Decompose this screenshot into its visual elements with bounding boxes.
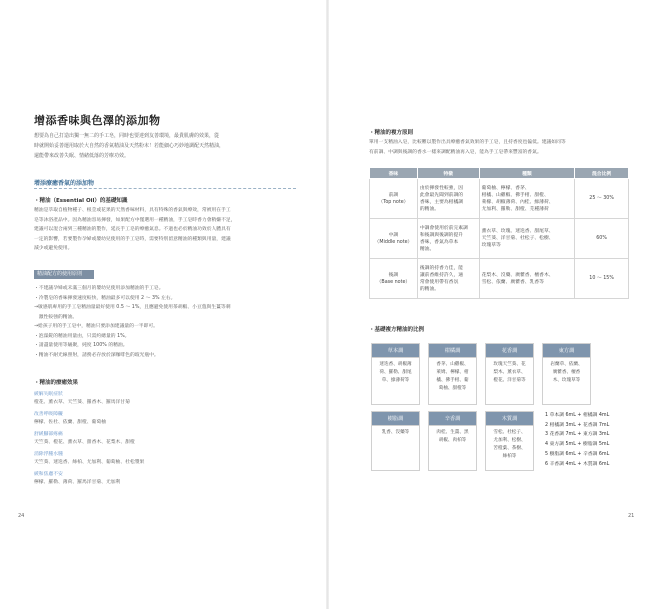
rules-tag: 精油配方的使用原則: [34, 270, 94, 279]
note-ratio-cell: 10 ～ 15%: [575, 259, 629, 299]
page-number-right: 21: [628, 513, 635, 519]
family-card-body: [429, 358, 476, 396]
family-card-body: [429, 426, 476, 448]
rule-item: ・精油不耐光線照射，請務必存放於深咖啡色的玻光瓶中。: [34, 352, 159, 358]
family-card-citrus: [428, 343, 477, 405]
feature-line: 的精油。: [419, 286, 440, 292]
effect-text: 天竺葵、迷迭香、絲柏、尤加利、葡萄柚、杜松漿果: [34, 460, 145, 465]
family-card-oriental: [542, 343, 591, 405]
effect-text: 橙花、薰衣草、天竺葵、羅香木、羅馬洋甘菊: [34, 400, 130, 405]
family-item-line: 橙花、洋甘菊等: [493, 378, 526, 383]
family-item-line: 迷迭香、胡椒薄: [379, 362, 412, 367]
paragraph-line: 單用一支精油入皂，比較難以製作出具療癒香氣效果的手工皂，且持香度也偏低。建議如同等: [369, 140, 566, 145]
family-card-body: [543, 358, 590, 388]
family-item-line: 廣藿香、檀香: [552, 370, 581, 375]
note-name: 前調: [388, 192, 399, 198]
types-line: 花梨木、沒藥、廣藿香、檀香木、: [481, 272, 554, 278]
feature-line: 常會使用帶有香氛: [419, 279, 459, 285]
table-row: [370, 179, 629, 219]
rules-list: [34, 284, 231, 360]
recipe-item: 6 辛香調 4mL + 木質調 6mL: [545, 461, 610, 467]
family-card-title: 辛香調: [429, 412, 476, 426]
types-line: 萊檬、胡椒薄荷、內桂、綠薄荷、: [481, 199, 554, 205]
effect-text: 天竺葵、橙花、薰衣草、甜香木、花梨木、甜橙: [34, 440, 135, 445]
family-item-line: 岩蘭草、依蘭、: [550, 362, 583, 367]
ratio-heading: ・基礎複方精油的比例: [369, 327, 425, 333]
family-card-title: 木質調: [486, 412, 533, 426]
note-name-cell: [370, 179, 418, 219]
intro-line: 想要為自己打造出獨一無二的手工皂，同時也要達到友善環境，最貴肌膚的效果，從: [34, 133, 220, 139]
essential-oil-heading: ・精油（Essential Oil）的基礎知識: [34, 198, 128, 204]
book-gutter: [326, 0, 329, 609]
paragraph-line: 皂等沐浴產品中。因為精油容易揮發，如果配方中僅選用一種精油，手工皂時香力會稍嫌不足，: [34, 217, 236, 223]
family-card-spicy: [428, 411, 477, 471]
note-feature-cell: [417, 259, 479, 299]
family-item-line: 香茅、山雞椒、: [436, 362, 469, 367]
effect-label: 緩解失眠症狀: [34, 392, 63, 397]
feature-line: 香味，主要為柑橘調: [419, 199, 464, 205]
note-name-cell: [370, 259, 418, 299]
page-number-left: 24: [18, 513, 25, 519]
family-card-title: 草本調: [372, 344, 419, 358]
feature-line: 香味，香氣為草本: [419, 239, 459, 245]
recipe-list: [545, 411, 609, 469]
section-divider: [34, 188, 296, 189]
recipe-item: 2 柑橘調 3mL + 花香調 7mL: [545, 422, 610, 428]
feature-line: 的精油。: [419, 206, 440, 212]
table-header: 混合比例: [575, 168, 629, 179]
family-card-body: [486, 358, 533, 388]
effect-label: 舒緩腳部疼痛: [34, 432, 63, 437]
recipe-item: 3 花香調 7mL + 東方調 3mL: [545, 432, 610, 438]
family-card-herbal: [371, 343, 420, 405]
note-types-cell: [479, 219, 575, 259]
note-name-en: （Base note）: [376, 279, 411, 285]
family-item-line: 草、綠薄荷等: [381, 378, 410, 383]
effect-label: 改善呼吸障礙: [34, 412, 63, 417]
note-name: 中調: [388, 232, 399, 238]
types-line: 柑橘、山雞椒、佛手柑、甜橙、: [481, 192, 549, 198]
family-item-line: 乳香、沒藥等: [381, 430, 410, 435]
effect-label: 消除浮腫水腫: [34, 452, 63, 457]
table-header: 特徵: [417, 168, 479, 179]
family-card-title: 柑橘調: [429, 344, 476, 358]
effect-text: 檸檬、羅勒、薄荷、羅馬洋甘菊、尤加利: [34, 480, 121, 485]
family-card-body: [372, 426, 419, 440]
rule-item: ・泡澡錠的精油用量由，只需約總量的 1%。: [34, 333, 130, 339]
family-item-line: 尤加利、松樹、: [493, 438, 526, 443]
note-types-cell: [479, 259, 575, 299]
note-ratio-cell: 25 ～ 30%: [575, 179, 629, 219]
paragraph-line: 建議可以混合兩到三種精油的製作，延長手工皂的療癒氣息。不過也必於精油功效於人體具有: [34, 227, 231, 232]
feature-line: 讓前香維持許久，通: [419, 272, 464, 278]
page-title: 增添香味與色澤的添加物: [34, 114, 161, 127]
rule-item: →敏感肌專用的手工皂精油量最好使用 0.5 ～ 1%，且應避免使用茶胡椒、小豆蔻與生薑等刺: [34, 305, 231, 310]
note-name-en: （Top note）: [378, 199, 409, 205]
feature-line: 和後調與後調的提升: [419, 232, 464, 238]
family-card-title: 東方調: [543, 344, 590, 358]
effect-text: 檸檬、佐杜、依蘭、甜橙、葡萄柚: [34, 420, 106, 425]
family-card-resin: [371, 411, 420, 471]
family-card-title: 花香調: [486, 344, 533, 358]
recipe-item: 1 草本調 6mL + 柑橘調 4mL: [545, 413, 610, 418]
notes-table: [369, 167, 629, 299]
note-types-cell: [479, 179, 575, 219]
feature-line: 中調會使用於前完素調: [419, 225, 468, 231]
family-item-line: 萊姆、檸檬、柑: [436, 370, 469, 375]
family-item-line: 梨木、薰衣草、: [493, 370, 526, 375]
family-item-line: 橘、佛手柑、葡: [436, 378, 469, 383]
types-line: 天竺葵、洋甘菊、杜松子、松樹、: [481, 236, 554, 241]
note-feature-cell: [417, 219, 479, 259]
recipe-item: 4 東方調 5mL + 樹脂調 5mL: [545, 442, 610, 448]
family-item-line: 木、玫瑰草等: [552, 378, 581, 383]
rule-item: 激性較強的精油。: [34, 314, 78, 320]
intro-paragraph: [34, 131, 294, 161]
table-header: 種類: [479, 168, 575, 179]
family-item-line: 雪松、杜松子、: [493, 430, 526, 435]
essential-oil-paragraph: [34, 206, 235, 254]
effect-label: 緩和焦慮不安: [34, 472, 63, 477]
types-line: 玫瑰草等: [481, 243, 501, 248]
table-row: [370, 259, 629, 299]
family-item-line: 荷、羅勒、甜尾: [379, 370, 412, 375]
paragraph-line: 有前調、中調與後調的香水一樣來調配精油再入皂，能為手工皂帶來豐富的香氣。: [369, 149, 542, 155]
family-card-title: 樹脂調: [372, 412, 419, 426]
table-header-row: [370, 168, 629, 179]
types-line: 葡萄柚、檸檬、香茅、: [481, 185, 530, 191]
paragraph-line: 減少或避免使用。: [34, 246, 73, 251]
feature-line: 由於揮發性較強，因: [419, 185, 464, 191]
rule-item: ・不建議孕婦或未滿三個月的嬰幼兒使用添加精油的手工皂。: [34, 286, 164, 291]
blend-heading: ・精油的複方原則: [369, 130, 414, 136]
types-line: 雪松、依蘭、廣藿香、乳香等: [481, 279, 544, 285]
rule-item: →給孩子用的手工皂中，精油只要添加建議量的一半即可。: [34, 324, 158, 329]
types-line: 薰衣草、玫瑰、迷迭香、甜尾草、: [481, 229, 554, 234]
recipe-item: 5 樹脂調 6mL + 辛香調 6mL: [545, 451, 610, 457]
intro-line: 還能帶來改善失眠、情緒低落的芳療功效。: [34, 153, 130, 159]
right-page: [328, 0, 655, 609]
family-card-woody: [485, 411, 534, 471]
intro-line: 時就開始妥善運用取於大自然的香氣精油及天然粉末！若能細心巧妙地調配天然精油，: [34, 143, 225, 149]
rule-item: ・冷製皂的香味揮發速度較快，精油最多可以使用 2 ～ 3% 左右。: [34, 295, 176, 301]
effects-heading: ・精油的療癒效果: [34, 380, 79, 386]
rule-item: ・請盡量使用等級聚，純度 100% 的精油。: [34, 343, 128, 348]
note-feature-cell: [417, 179, 479, 219]
types-line: 尤加利、羅勒、甜橙、芫種薄荷: [481, 206, 549, 212]
note-ratio-cell: 60%: [575, 219, 629, 259]
family-card-floral: [485, 343, 534, 405]
family-card-body: [486, 426, 533, 464]
note-name-en: （Middle note）: [374, 239, 413, 245]
feature-line: 此會最先聞到前調的: [419, 192, 464, 198]
note-name-cell: [370, 219, 418, 259]
family-item-line: 苦橙葉、茶樹、: [493, 446, 526, 451]
paragraph-line: 一定的影響，若要製作孕婦或嬰幼兒使用的手工皂時，需要特別留意精油的種類與用量，建議: [34, 236, 231, 242]
family-item-line: 玫瑰天竺葵、花: [493, 362, 526, 367]
section-heading: 增添療癒香氣的添加物: [34, 180, 95, 187]
family-item-line: 胡椒、肉柏等: [438, 438, 467, 443]
family-card-body: [372, 358, 419, 388]
feature-line: 後調的持香力佳，能: [419, 265, 464, 271]
blend-paragraph: [369, 138, 566, 157]
family-item-line: 肉桂、生薑、黑: [436, 430, 469, 435]
family-item-line: 絲柏等: [502, 454, 517, 459]
feature-line: 精油。: [419, 246, 435, 252]
table-row: [370, 219, 629, 259]
family-item-line: 萄柚、甜橙等: [438, 386, 467, 391]
paragraph-line: 精油是萃取自植物種子、根莖或花果的天然香味材料，具有特殊的香氣與療效，常被用在手工: [34, 208, 231, 213]
table-header: 香味: [370, 168, 418, 179]
note-name: 後調: [388, 272, 399, 278]
